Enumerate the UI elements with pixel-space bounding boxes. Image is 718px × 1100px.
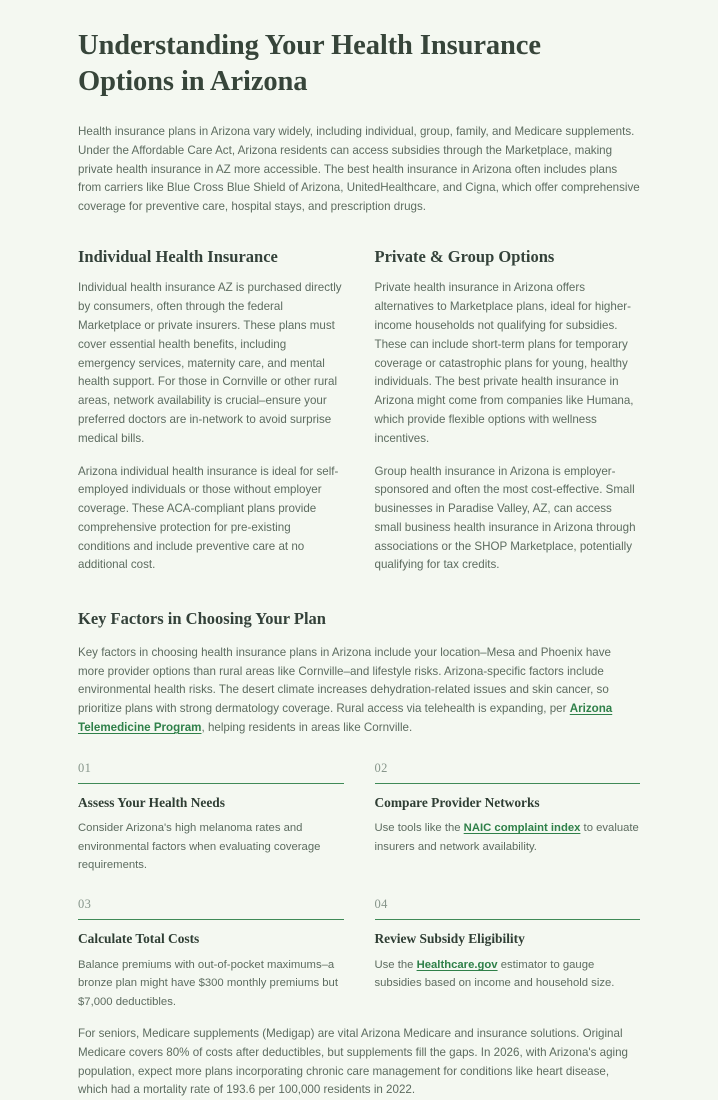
column-paragraph: Private health insurance in Arizona offers alternatives to Marketplace plans, ideal for higher-income households not qualifying for subsidies. These can include short-term plans for temporary coverage or catastrophic plans for young, healthy individuals. The best private health insurance in Arizona might come from companies like Humana, which provide flexible options with wellness incentives. <box>374 281 634 445</box>
key-factor-cards <box>78 752 640 1025</box>
column-individual-health-insurance <box>78 247 344 575</box>
card-text-after-link: estimator to gauge subsidies based on income and household size. <box>374 959 615 990</box>
column-paragraph: Individual health insurance AZ is purchased directly by consumers, often through the federal Marketplace or private insurers. These plans must cover essential health benefits, including emergency services, maternity care, and mental health support. For those in Cornville or other rural areas, network availability is crucial–ensure your preferred doctors are in-network to avoid surprise medical bills. <box>78 281 342 445</box>
closing-paragraph: For seniors, Medicare supplements (Medigap) are vital Arizona Medicare and insurance solutions. Original Medicare covers 80% of costs after deductibles, but supplements fill the gaps. In 2026, with Arizona's aging population, expect more plans incorporating chronic care management for conditions like heart disease, which had a mortality rate of 193.6 per 100,000 residents in 2022. <box>78 1027 629 1097</box>
card-text <box>375 819 641 856</box>
link-arizona-telemedicine-program[interactable]: Arizona Telemedicine Program <box>78 702 613 734</box>
section-heading-key-factors: Key Factors in Choosing Your Plan <box>78 609 326 629</box>
card-text <box>78 956 344 1011</box>
link-healthcare-gov[interactable]: Healthcare.gov <box>416 959 498 972</box>
card-number: 04 <box>374 897 388 912</box>
column-paragraph: Arizona individual health insurance is ideal for self-employed individuals or those without employer coverage. These ACA-compliant plans provide comprehensive protection for pre-existing conditions and include preventive care at no additional cost. <box>78 464 339 572</box>
column-private-group-options <box>375 247 641 575</box>
card-text-before-link: Consider Arizona's high melanoma rates and environmental factors when evaluating coverage requirements. <box>78 822 321 872</box>
card-text-before-link: Use tools like the <box>374 822 464 835</box>
card-02 <box>375 752 641 889</box>
key-factors-text-before-link: Key factors in choosing health insurance plans in Arizona include your location–Mesa and Phoenix have more provider options than rural areas like Cornville–and lifestyle risks. Arizona-specific factors include environmental health risks. The desert climate increases dehydration-related issues and skin cancer, so prioritize plans with strong dermatology coverage. Rural access via telehealth is expanding, per <box>78 645 612 716</box>
card-divider <box>375 919 641 920</box>
card-text <box>78 819 344 874</box>
section-heading-private-group: Private & Group Options <box>374 246 555 266</box>
card-text <box>375 956 641 993</box>
card-title: Compare Provider Networks <box>374 794 540 810</box>
link-naic-complaint-index[interactable]: NAIC complaint index <box>463 822 581 835</box>
card-title: Calculate Total Costs <box>78 931 200 947</box>
column-paragraph: Group health insurance in Arizona is employer-sponsored and often the most cost-effective. Small businesses in Paradise Valley, AZ, can access small business health insurance in Arizona through associations or the SHOP Marketplace, potentially qualifying for tax credits. <box>374 464 636 572</box>
key-factors-section <box>78 609 640 738</box>
section-heading-individual: Individual Health Insurance <box>78 246 278 266</box>
card-04 <box>375 888 641 1025</box>
card-number: 03 <box>78 897 92 912</box>
card-03 <box>78 888 344 1025</box>
card-text-after-link: to evaluate insurers and network availability. <box>374 822 639 853</box>
card-divider <box>375 783 641 784</box>
card-title: Assess Your Health Needs <box>78 794 225 810</box>
card-text-before-link: Balance premiums with out-of-pocket maximums–a bronze plan might have $300 monthly premiums but $7,000 deductibles. <box>78 959 338 1008</box>
card-text-before-link: Use the <box>374 959 417 972</box>
key-factors-text-after-link: , helping residents in areas like Cornville. <box>201 720 413 734</box>
card-divider <box>78 783 344 784</box>
card-title: Review Subsidy Eligibility <box>374 931 525 947</box>
card-01 <box>78 752 344 889</box>
card-divider <box>78 919 344 920</box>
page-title: Understanding Your Health Insurance Options in Arizona <box>78 30 541 98</box>
key-factors-paragraph <box>78 644 640 738</box>
two-column-section <box>78 247 640 575</box>
intro-paragraph: Health insurance plans in Arizona vary widely, including individual, group, family, and Medicare supplements. Under the Affordable Care Act, Arizona residents can access subsidies through the Marketplace, making private health insurance in AZ more accessible. The best health insurance in Arizona often includes plans from carriers like Blue Cross Blue Shield of Arizona, UnitedHealthcare, and Cigna, which offer comprehensive coverage for preventive care, hospital stays, and prescription drugs. <box>78 124 640 214</box>
card-number: 01 <box>78 760 92 775</box>
card-number: 02 <box>374 760 388 775</box>
